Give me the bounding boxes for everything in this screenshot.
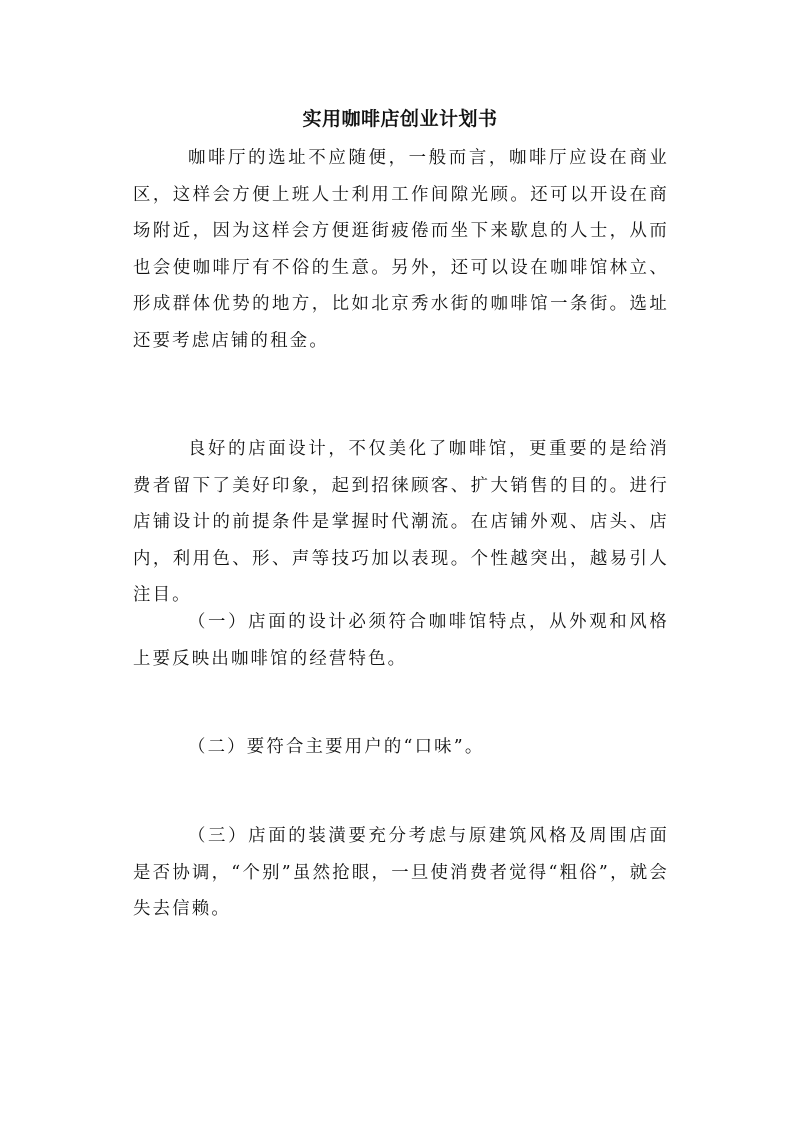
- paragraph-point-1: （一）店面的设计必须符合咖啡馆特点，从外观和风格上要反映出咖啡馆的经营特色。: [133, 612, 669, 669]
- paragraph-location: 咖啡厅的选址不应随便，一般而言，咖啡厅应设在商业区，这样会方便上班人士利用工作间隙光顾。还可以开设在商场附近，因为这样会方便逛街疲倦而坐下来歇息的人士，从而也会使咖啡厅有不俗的生意。另外，还可以设在咖啡馆林立、形成群体优势的地方，比如北京秀水街的咖啡馆一条街。选址还要考虑店铺的租金。: [133, 148, 669, 351]
- paragraph-store-design: 良好的店面设计，不仅美化了咖啡馆，更重要的是给消费者留下了美好印象，起到招徕顾客、扩大销售的目的。进行店铺设计的前提条件是掌握时代潮流。在店铺外观、店头、店内，利用色、形、声等技巧加以表现。个性越突出，越易引人注目。: [133, 439, 669, 605]
- paragraph-point-2: （二）要符合主要用户的“口味”。: [188, 737, 485, 757]
- paragraph-point-3: （三）店面的装潢要充分考虑与原建筑风格及周围店面是否协调，“个别”虽然抢眼，一旦使消费者觉得“粗俗”，就会失去信赖。: [133, 826, 669, 919]
- document-title: 实用咖啡店创业计划书: [302, 108, 498, 130]
